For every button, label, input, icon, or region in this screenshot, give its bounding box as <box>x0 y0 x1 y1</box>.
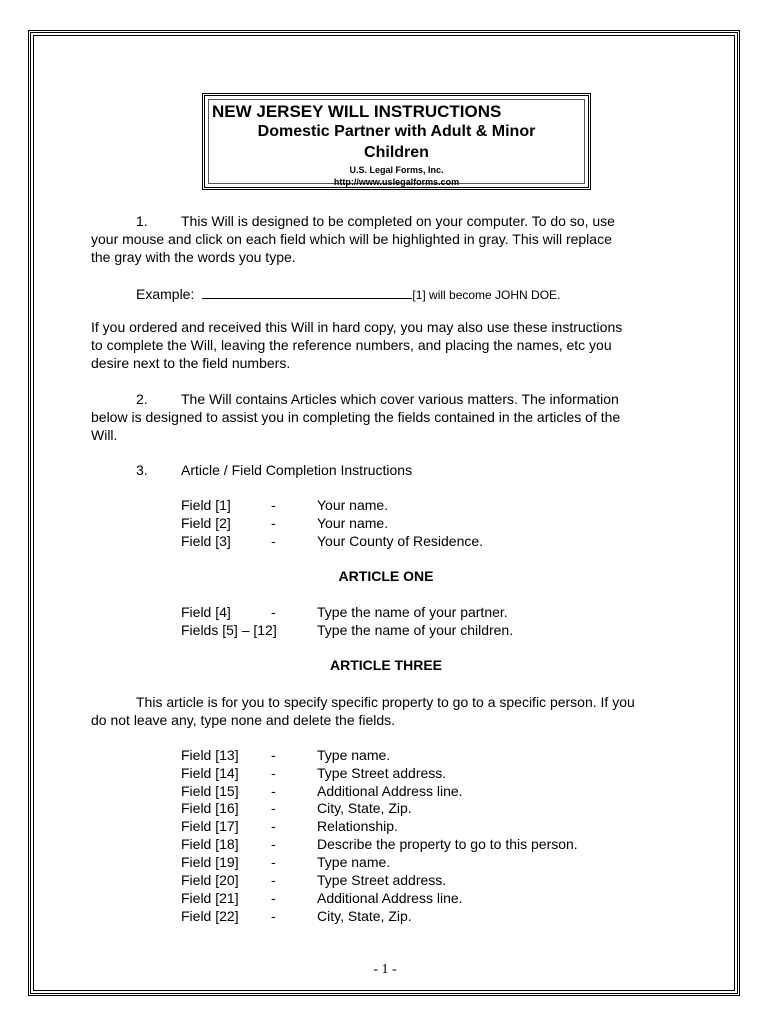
item-1-number: 1. <box>136 213 148 229</box>
field-dash: - <box>271 854 276 870</box>
field-dash: - <box>271 836 276 852</box>
field-description: Type Street address. <box>317 872 447 888</box>
field-dash: - <box>271 765 276 781</box>
title-line-3: Children <box>364 144 429 161</box>
field-label: Field [19] <box>181 854 239 870</box>
field-description: Your name. <box>317 515 389 531</box>
field-dash: - <box>271 908 276 924</box>
title-box <box>202 93 591 190</box>
item-2-line-1: The Will contains Articles which cover various matters. The information <box>181 391 619 407</box>
article-three-intro-line-1: This article is for you to specify specific property to go to a specific person. If you <box>136 694 635 710</box>
title-line-1: NEW JERSEY WILL INSTRUCTIONS <box>212 102 502 121</box>
page-number: - 1 - <box>373 962 397 977</box>
field-dash: - <box>271 783 276 799</box>
item-3-number: 3. <box>136 462 148 478</box>
example-suffix: [1] will become JOHN DOE. <box>412 288 561 302</box>
field-dash: - <box>271 604 276 620</box>
field-label: Field [22] <box>181 908 239 924</box>
field-label: Field [15] <box>181 783 239 799</box>
item-2-line-2: below is designed to assist you in completing the fields contained in the articles of the <box>91 409 621 425</box>
field-label: Field [1] <box>181 497 231 513</box>
field-dash: - <box>271 497 276 513</box>
field-label: Field [4] <box>181 604 231 620</box>
item-2-number: 2. <box>136 391 148 407</box>
field-dash: - <box>271 890 276 906</box>
item-2-line-3: Will. <box>91 427 118 443</box>
hardcopy-line-2: to complete the Will, leaving the reference numbers, and placing the names, etc you <box>91 337 612 353</box>
field-label: Field [20] <box>181 872 239 888</box>
publisher-url: http://www.uslegalforms.com <box>333 177 460 187</box>
field-dash: - <box>271 800 276 816</box>
item-1-line-1: This Will is designed to be completed on your computer. To do so, use <box>181 213 615 229</box>
field-description: Additional Address line. <box>317 783 463 799</box>
field-description: City, State, Zip. <box>317 908 412 924</box>
field-dash: - <box>271 515 276 531</box>
field-description: City, State, Zip. <box>317 800 412 816</box>
article-three-intro-line-2: do not leave any, type none and delete the fields. <box>91 712 396 728</box>
field-label: Field [17] <box>181 818 239 834</box>
item-1-line-2: your mouse and click on each field which will be highlighted in gray. This will replace <box>91 231 612 247</box>
field-description: Type the name of your partner. <box>317 604 508 620</box>
publisher: U.S. Legal Forms, Inc. <box>349 165 444 175</box>
article-three-heading: ARTICLE THREE <box>330 657 442 673</box>
field-label: Field [18] <box>181 836 239 852</box>
field-label: Field [2] <box>181 515 231 531</box>
hardcopy-line-3: desire next to the field numbers. <box>91 355 291 371</box>
title-line-2: Domestic Partner with Adult & Minor <box>257 123 536 140</box>
field-description: Additional Address line. <box>317 890 463 906</box>
field-dash: - <box>271 533 276 549</box>
item-3-text: Article / Field Completion Instructions <box>181 462 413 478</box>
field-label: Fields [5] – [12] <box>181 622 277 638</box>
field-dash: - <box>271 872 276 888</box>
field-description: Type name. <box>317 854 391 870</box>
field-description: Relationship. <box>317 818 398 834</box>
item-1-line-3: the gray with the words you type. <box>91 249 296 265</box>
article-one-heading: ARTICLE ONE <box>338 568 434 584</box>
hardcopy-line-1: If you ordered and received this Will in hard copy, you may also use these instructions <box>91 319 623 335</box>
field-label: Field [21] <box>181 890 239 906</box>
field-dash: - <box>271 747 276 763</box>
field-label: Field [13] <box>181 747 239 763</box>
example-blank-line <box>202 284 412 299</box>
field-label: Field [3] <box>181 533 231 549</box>
example-row <box>136 284 560 304</box>
field-description: Type Street address. <box>317 765 447 781</box>
field-dash: - <box>271 818 276 834</box>
field-description: Type name. <box>317 747 391 763</box>
field-description: Type the name of your children. <box>317 622 514 638</box>
field-description: Describe the property to go to this person. <box>317 836 578 852</box>
field-description: Your County of Residence. <box>317 533 484 549</box>
field-description: Your name. <box>317 497 389 513</box>
example-label: Example: <box>136 286 195 302</box>
field-label: Field [14] <box>181 765 239 781</box>
field-label: Field [16] <box>181 800 239 816</box>
